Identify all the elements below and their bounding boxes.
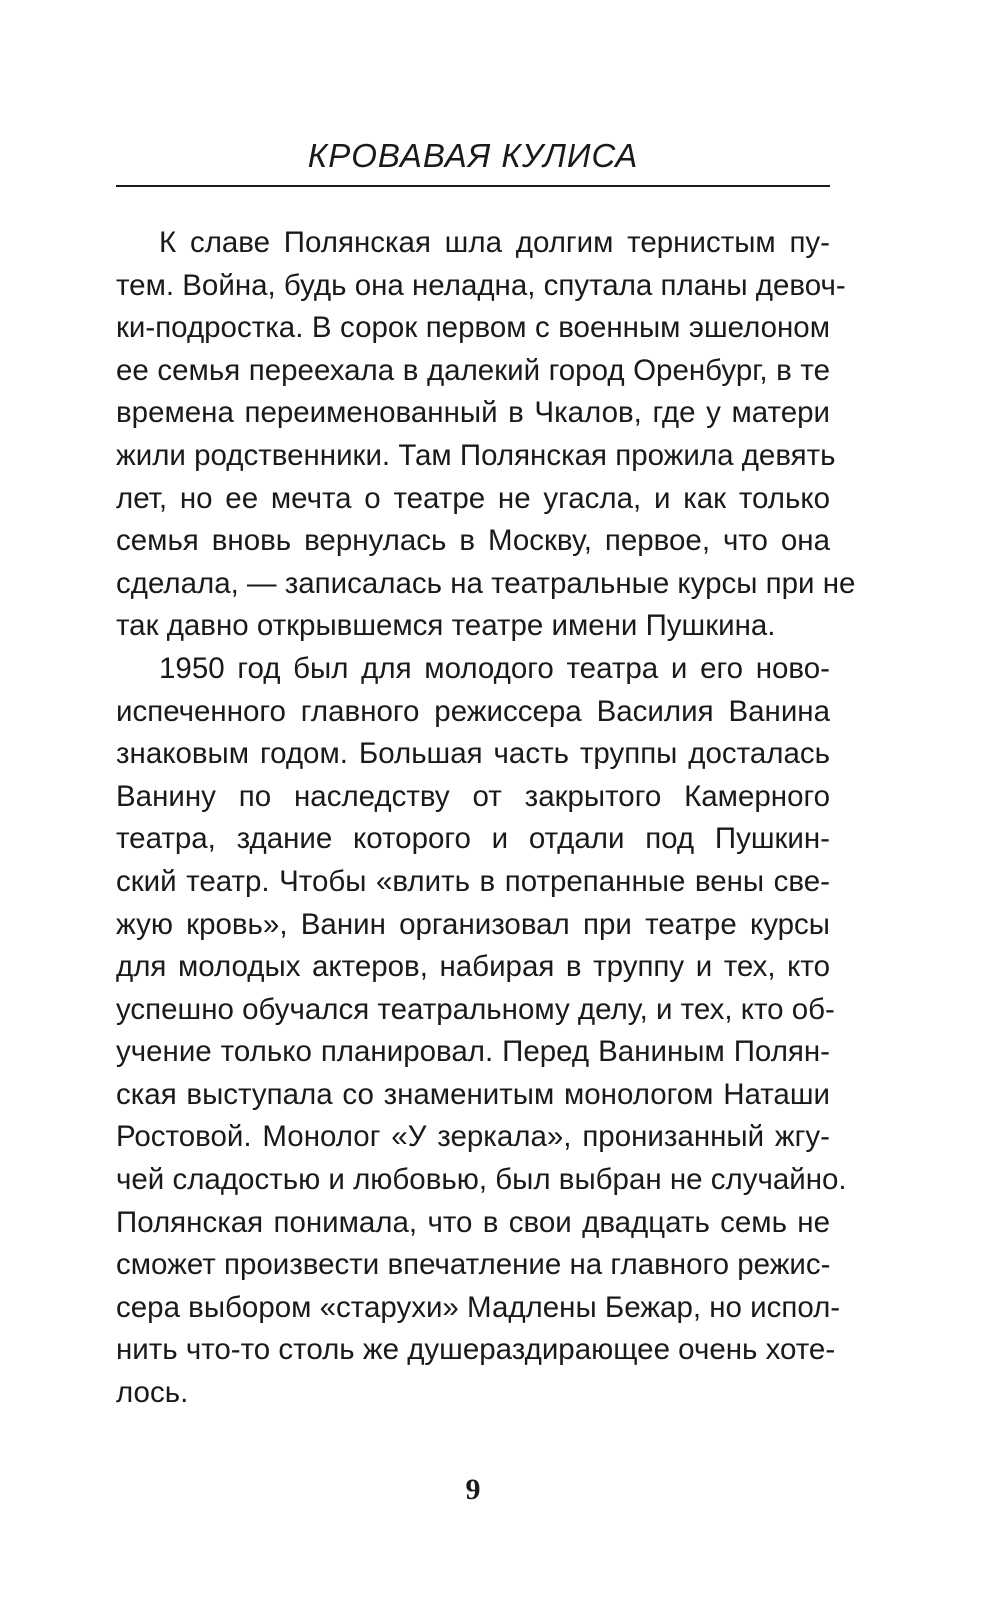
text-line: Ростовой. Монолог «У зеркала», пронизанный жгу- xyxy=(116,1120,830,1154)
text-line: нить что-то столь же душераздирающее очень хоте- xyxy=(116,1333,836,1367)
text-line: лет, но ее мечта о театре не угасла, и как только xyxy=(116,481,830,515)
text-line: 1950 год был для молодого театра и его ново- xyxy=(159,651,830,685)
body-text xyxy=(116,222,856,1415)
text-line: лось. xyxy=(116,1376,189,1410)
text-line: ский театр. Чтобы «влить в потрепанные вены све- xyxy=(116,864,830,898)
text-line: К славе Полянская шла долгим тернистым пу- xyxy=(159,226,830,259)
text-line: сделала, — записалась на театральные курсы при не xyxy=(116,566,856,600)
text-line: театра, здание которого и отдали под Пушкин- xyxy=(116,822,830,856)
text-line: учение только планировал. Перед Ваниным Полян- xyxy=(116,1035,830,1069)
text-line: ки-подростка. В сорок первом с военным эшелоном xyxy=(116,311,830,345)
text-line: чей сладостью и любовью, был выбран не случайно. xyxy=(116,1163,847,1197)
text-line: жую кровь», Ванин организовал при театре курсы xyxy=(116,907,830,941)
text-line: Ванину по наследству от закрытого Камерного xyxy=(116,779,830,813)
text-line: испеченного главного режиссера Василия Ванина xyxy=(116,694,830,728)
text-line: Полянская понимала, что в свои двадцать семь не xyxy=(116,1205,830,1239)
text-line: успешно обучался театральному делу, и тех, кто об- xyxy=(116,992,835,1026)
text-line: ская выступала со знаменитым монологом Наташи xyxy=(116,1077,830,1111)
paragraph-2 xyxy=(116,648,847,1415)
text-line: времена переименованный в Чкалов, где у матери xyxy=(116,396,830,430)
paragraph-1 xyxy=(116,222,856,648)
text-line: знаковым годом. Большая часть труппы досталась xyxy=(116,737,830,771)
text-line: семья вновь вернулась в Москву, первое, что она xyxy=(116,524,830,558)
text-line: так давно открывшемся театре имени Пушкина. xyxy=(116,609,776,643)
text-line: сера выбором «старухи» Мадлены Бежар, но испол- xyxy=(116,1290,841,1324)
header-rule xyxy=(116,185,830,187)
text-line: ее семья переехала в далекий город Оренбург, в те xyxy=(116,353,830,387)
text-line: жили родственники. Там Полянская прожила девять xyxy=(116,438,836,472)
text-line: тем. Война, будь она неладна, спутала планы девоч- xyxy=(116,268,846,302)
text-line: сможет произвести впечатление на главного режис- xyxy=(116,1248,831,1282)
text-line: для молодых актеров, набирая в труппу и тех, кто xyxy=(116,950,830,984)
running-head: КРОВАВАЯ КУЛИСА xyxy=(307,137,639,174)
page-number: 9 xyxy=(465,1473,481,1506)
